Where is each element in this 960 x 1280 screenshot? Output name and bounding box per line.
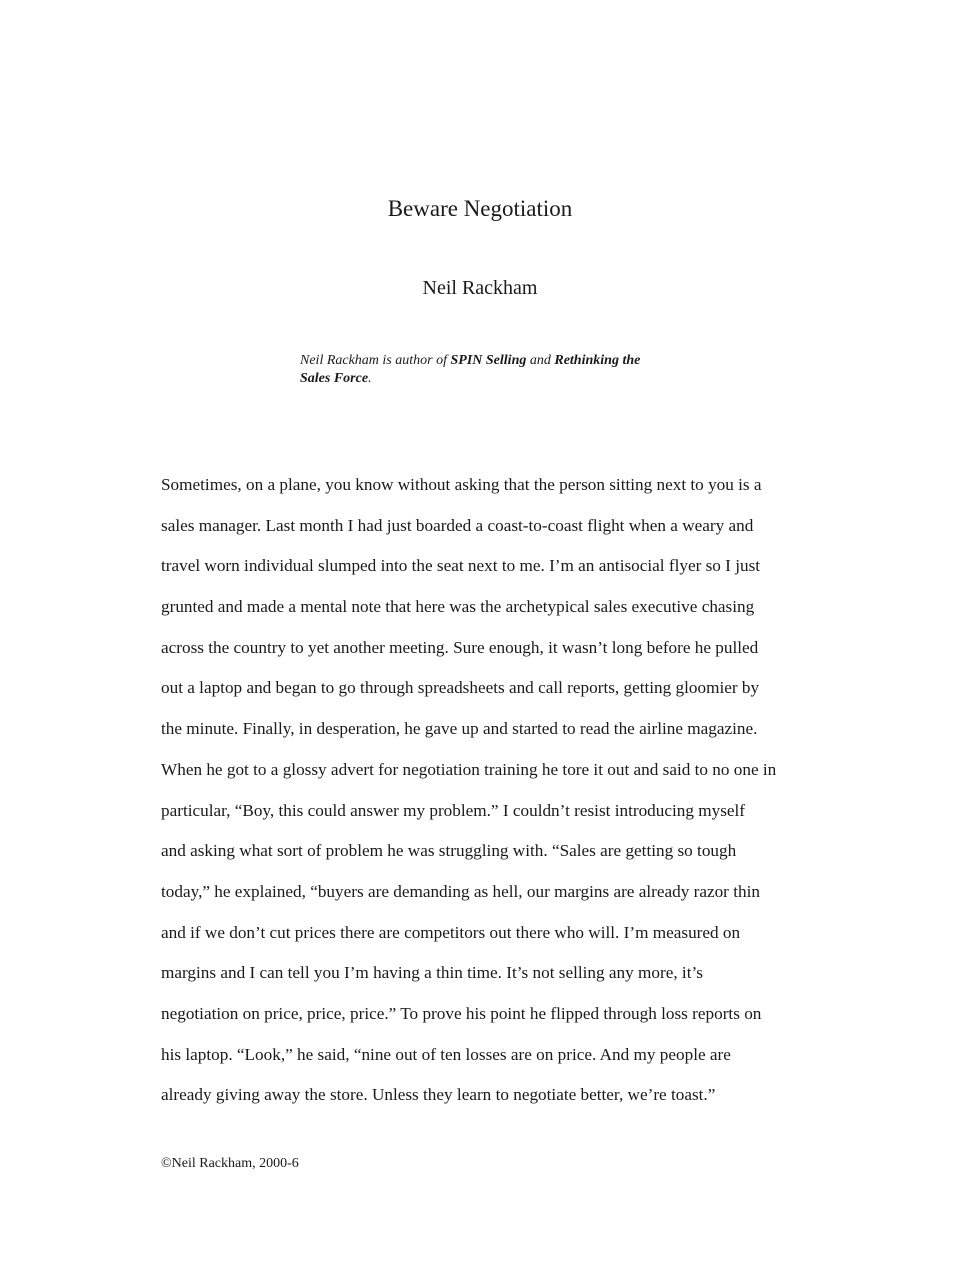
copyright-footer: ©Neil Rackham, 2000-6 xyxy=(161,1156,299,1171)
bio-book-rethinking-line2: Sales Force xyxy=(300,371,369,386)
body-line: particular, “Boy, this could answer my problem.” I couldn’t resist introducing myself xyxy=(161,800,746,820)
body-line: and if we don’t cut prices there are competitors out there who will. I’m measured on xyxy=(161,922,741,942)
body-line: travel worn individual slumped into the seat next to me. I’m an antisocial flyer so I just xyxy=(161,556,761,576)
bio-book-rethinking-line1: Rethinking the xyxy=(554,353,641,368)
body-line: across the country to yet another meeting. Sure enough, it wasn’t long before he pulled xyxy=(161,637,759,657)
body-line: and asking what sort of problem he was struggling with. “Sales are getting so tough xyxy=(161,841,737,861)
body-line: out a laptop and began to go through spreadsheets and call reports, getting gloomier by xyxy=(161,678,760,698)
body-line: margins and I can tell you I’m having a thin time. It’s not selling any more, it’s xyxy=(161,963,703,983)
document-title: Beware Negotiation xyxy=(387,196,573,221)
body-line: negotiation on price, price, price.” To prove his point he flipped through loss reports on xyxy=(161,1003,762,1023)
bio-suffix: . xyxy=(368,371,372,386)
author-bio xyxy=(300,352,680,388)
body-paragraph xyxy=(161,472,811,1123)
body-line: today,” he explained, “buyers are demanding as hell, our margins are already razor thin xyxy=(161,881,760,901)
bio-prefix: Neil Rackham is author of xyxy=(300,353,451,368)
body-line: the minute. Finally, in desperation, he gave up and started to read the airline magazine. xyxy=(161,719,758,739)
body-line: sales manager. Last month I had just boarded a coast-to-coast flight when a weary and xyxy=(161,515,754,535)
body-line: already giving away the store. Unless they learn to negotiate better, we’re toast.” xyxy=(161,1085,716,1105)
body-line: Sometimes, on a plane, you know without asking that the person sitting next to you is a xyxy=(161,475,762,494)
body-line: his laptop. “Look,” he said, “nine out of ten losses are on price. And my people are xyxy=(161,1044,731,1064)
bio-middle: and xyxy=(526,353,555,368)
body-line: grunted and made a mental note that here was the archetypical sales executive chasing xyxy=(161,597,755,617)
author-name: Neil Rackham xyxy=(422,277,538,299)
bio-book-spin-selling: SPIN Selling xyxy=(450,353,527,368)
body-line: When he got to a glossy advert for negotiation training he tore it out and said to no one in xyxy=(161,759,777,779)
